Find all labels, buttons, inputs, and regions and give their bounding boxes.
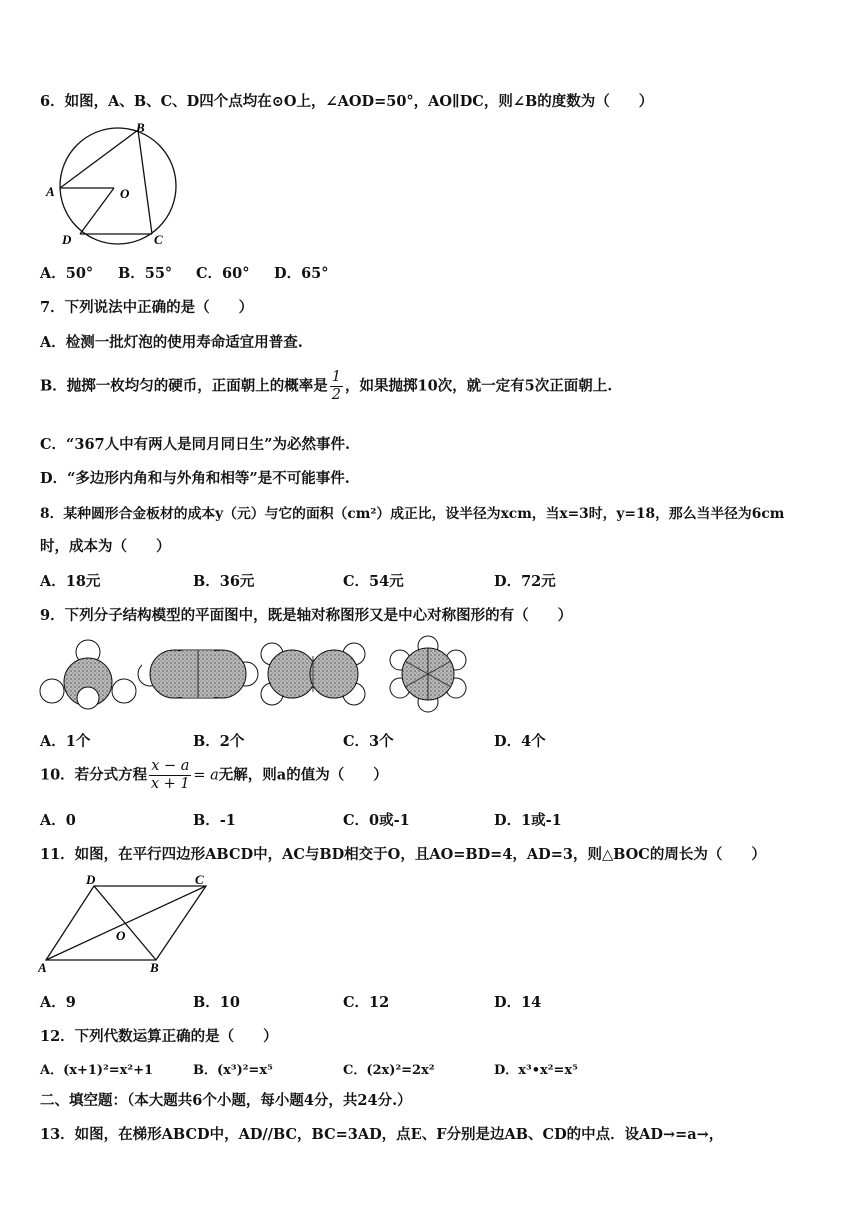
molecule-model-4 [390,636,466,712]
label-d: D [62,232,72,247]
molecule-models-figure [38,634,468,714]
label-b: B [136,120,145,135]
q10-option-a[interactable]: A．0 [40,812,76,829]
question-11-stem: 11．如图，在平行四边形ABCD中，AC与BD相交于O，且AO=BD=4，AD=3，则△BOC的周长为（ ） [40,846,766,863]
label-c: C [195,872,204,887]
q11-option-b[interactable]: B．10 [193,994,240,1011]
q10-option-d[interactable]: D．1或-1 [494,812,562,829]
parallelogram-figure [38,870,213,974]
q12-option-d[interactable]: D．x³•x²=x⁵ [494,1063,578,1078]
section-heading: 二、填空题：（本大题共6个小题，每小题4分，共24分.） [40,1092,412,1109]
q10-eq: = a [193,767,219,784]
question-13-stem: 13．如图，在梯形ABCD中，AD//BC，BC=3AD，点E、F分别是边AB、CD的中点．设AD→=a→， [40,1126,724,1143]
label-a: A [38,960,47,974]
q10-option-c[interactable]: C．0或-1 [343,812,410,829]
label-o: O [120,186,130,201]
question-8-line1: 8．某种圆形合金板材的成本y（元）与它的面积（cm²）成正比，设半径为xcm，当x=3时，y=18，那么当半径为6cm [40,506,785,522]
q8-option-a[interactable]: A．18元 [40,573,101,590]
q9-option-d[interactable]: D．4个 [494,733,546,750]
q7-option-c[interactable]: C．“367人中有两人是同月同日生”为必然事件. [40,436,351,453]
question-9-stem: 9．下列分子结构模型的平面图中，既是轴对称图形又是中心对称图形的有（ ） [40,607,573,624]
question-8-line2: 时，成本为（ ） [40,538,171,555]
label-b: B [150,960,159,974]
label-a: A [46,184,55,199]
q10-option-b[interactable]: B．-1 [193,812,236,829]
q7-option-a[interactable]: A．检测一批灯泡的使用寿命适宜用普查. [40,334,303,351]
fraction-half: $\frac{1}{2}$ [331,369,341,403]
q8-option-b[interactable]: B．36元 [193,573,255,590]
q11-option-a[interactable]: A．9 [40,994,76,1011]
q6-option-d[interactable]: D．65° [274,265,329,282]
q8-option-d[interactable]: D．72元 [494,573,556,590]
question-10-stem [40,758,388,793]
q7-option-b[interactable] [40,369,612,404]
q11-option-c[interactable]: C．12 [343,994,390,1011]
q12-option-c[interactable]: C．(2x)²=2x² [343,1063,435,1078]
label-o: O [116,928,126,943]
circle-figure [42,118,182,248]
q12-option-b[interactable]: B．(x³)²=x⁵ [193,1063,273,1078]
question-6-stem: 6．如图，A、B、C、D四个点均在⊙O上，∠AOD=50°，AO∥DC，则∠B的度数为（ ） [40,93,654,110]
q11-option-d[interactable]: D．14 [494,994,542,1011]
q10-pre: 10．若分式方程 [40,766,148,784]
q6-option-c[interactable]: C．60° [196,265,250,282]
q8-option-c[interactable]: C．54元 [343,573,404,590]
molecule-model-1 [40,640,136,709]
q6-option-a[interactable]: A．50° [40,265,94,282]
q9-option-a[interactable]: A．1个 [40,733,91,750]
q12-option-a[interactable]: A．(x+1)²=x²+1 [40,1063,154,1078]
molecule-model-3 [261,643,365,705]
label-d: D [86,872,96,887]
q9-option-b[interactable]: B．2个 [193,733,245,750]
question-12-stem: 12．下列代数运算正确的是（ ） [40,1028,278,1045]
q7-b-pre: B．抛掷一枚均匀的硬币，正面朝上的概率是 [40,377,328,395]
label-c: C [154,232,163,247]
q7-option-d[interactable]: D．“多边形内角和与外角和相等”是不可能事件. [40,470,350,487]
fraction-equation: $\frac{x - a}{x + 1}$ [150,758,190,792]
q9-option-c[interactable]: C．3个 [343,733,394,750]
q7-b-post: ，如果抛掷10次，就一定有5次正面朝上. [345,377,613,395]
question-7-stem: 7．下列说法中正确的是（ ） [40,299,254,316]
q10-post: 无解，则a的值为（ ） [218,766,388,784]
q6-option-b[interactable]: B．55° [118,265,173,282]
molecule-model-2 [138,650,258,698]
